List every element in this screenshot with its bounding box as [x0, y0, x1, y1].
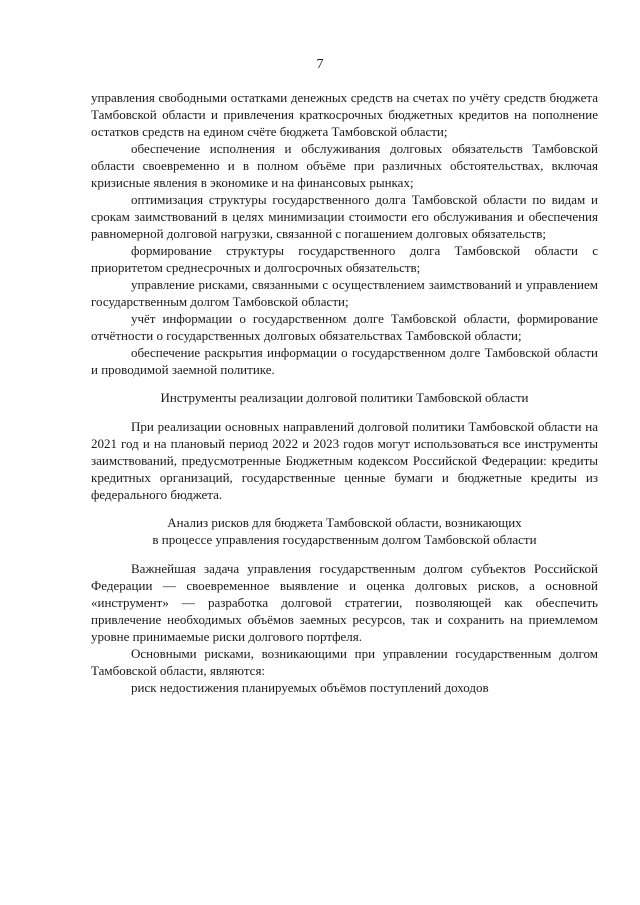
heading-line: в процессе управления государственным долгом Тамбовской области: [152, 532, 537, 547]
paragraph: управление рисками, связанными с осуществлением заимствований и управлением государственным долгом Тамбовской области;: [91, 277, 598, 309]
paragraph: риск недостижения планируемых объёмов поступлений доходов: [131, 680, 489, 695]
spacer: [91, 406, 598, 418]
paragraph: обеспечение раскрытия информации о государственном долге Тамбовской области и проводимой заемной политике.: [91, 345, 598, 377]
paragraph: управления свободными остатками денежных средств на счетах по учёту средств бюджета Тамбовской области и привлечения краткосрочных бюджетных кредитов на пополнение остатков средств на едином счёте бюджета Тамбовской области;: [91, 90, 598, 139]
spacer: [91, 548, 598, 560]
paragraph: оптимизация структуры государственного долга Тамбовской области по видам и срокам заимствований в целях минимизации стоимости его обслуживания и обеспечения равномерной долговой нагрузки, связанной с погашением долговых обязательств;: [91, 192, 598, 241]
paragraph: обеспечение исполнения и обслуживания долговых обязательств Тамбовской области своевременно и в полном объёме при различных обстоятельствах, включая кризисные явления в экономике и на финансовых рынках;: [91, 141, 598, 190]
heading-line: Анализ рисков для бюджета Тамбовской области, возникающих: [167, 515, 522, 530]
section-heading-risks: [91, 514, 598, 548]
paragraph: Важнейшая задача управления государственным долгом субъектов Российской Федерации — своевременное выявление и оценка долговых рисков, а основной «инструмент» — разработка долговой стратегии, позволяющей как обеспечить привлечение необходимых объёмов заемных ресурсов, так и сохранить на приемлемом уровне принимаемые риски долгового портфеля.: [91, 561, 598, 644]
spacer: [91, 503, 598, 514]
paragraph: учёт информации о государственном долге Тамбовской области, формирование отчётности о государственных долговых обязательствах Тамбовской области;: [91, 311, 598, 343]
paragraph: формирование структуры государственного долга Тамбовской области с приоритетом среднесрочных и долгосрочных обязательств;: [91, 243, 598, 275]
section-heading-instruments: Инструменты реализации долговой политики Тамбовской области: [160, 390, 529, 405]
paragraph: При реализации основных направлений долговой политики Тамбовской области на 2021 год и на плановый период 2022 и 2023 годов могут использоваться все инструменты заимствований, предусмотренные Бюджетным кодексом Российской Федерации: кредиты кредитных организаций, государственные ценные бумаги и бюджетные кредиты из федерального бюджета.: [91, 419, 598, 502]
page-body: [91, 89, 598, 696]
spacer: [91, 378, 598, 389]
page-number: 7: [316, 57, 324, 72]
paragraph: Основными рисками, возникающими при управлении государственным долгом Тамбовской области, являются:: [91, 646, 598, 678]
